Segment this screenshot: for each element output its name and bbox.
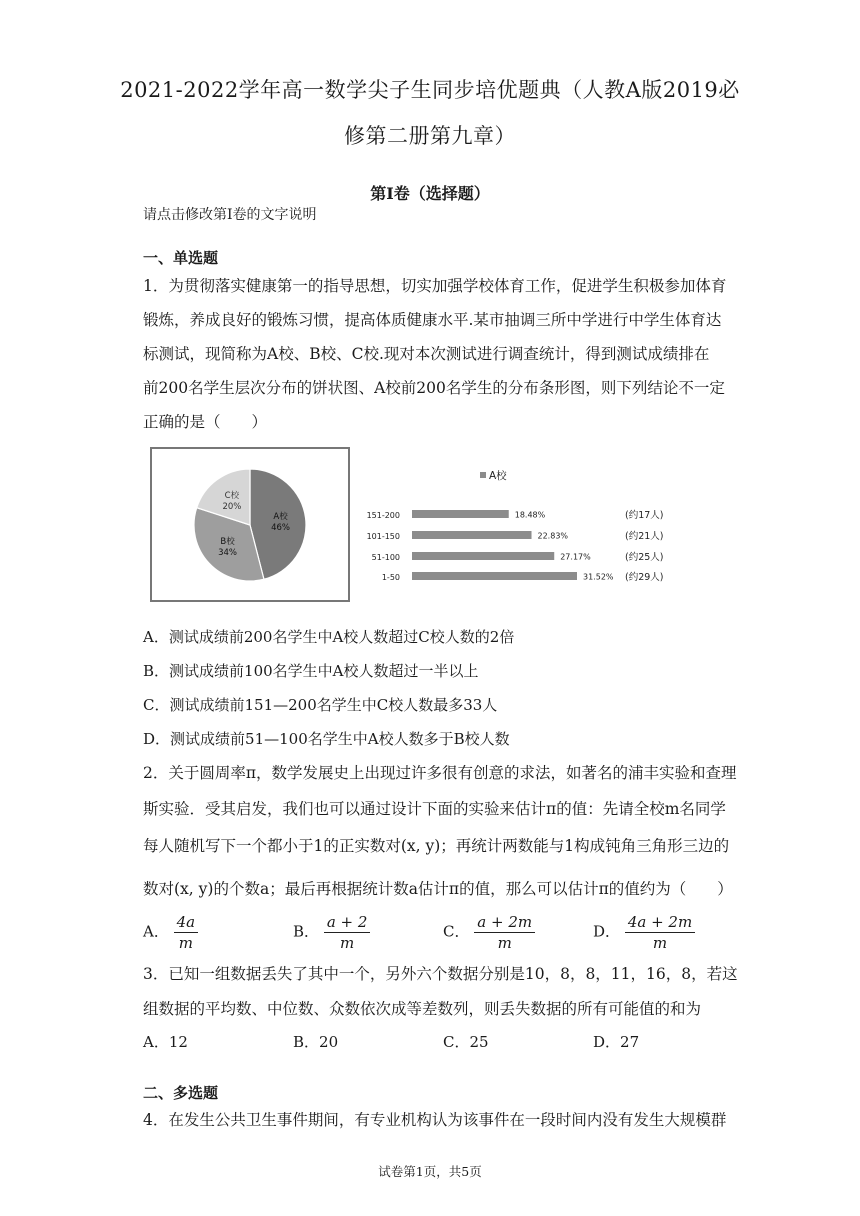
- q2-line-1: 2．关于圆周率π，数学发展史上出现过许多很有创意的求法，如著名的浦丰实验和查理: [143, 764, 737, 782]
- bar-chart: [360, 462, 690, 592]
- q1-option-a[interactable]: A．测试成绩前200名学生中A校人数超过C校人数的2倍: [143, 628, 515, 646]
- q3-option-c[interactable]: C．25: [443, 1033, 489, 1051]
- bar-value-label: 31.52%: [583, 572, 614, 582]
- pie-label: 46%: [271, 523, 291, 534]
- q1-line-1: 1．为贯彻落实健康第一的指导思想，切实加强学校体育工作，促进学生积极参加体育: [143, 277, 727, 295]
- bar-101-150: [412, 531, 532, 539]
- q2-line-2: 斯实验．受其启发，我们也可以通过设计下面的实验来估计π的值：先请全校m名同学: [143, 800, 726, 818]
- section-title: 第I卷（选择题）: [370, 184, 490, 203]
- option-label: C．: [443, 922, 470, 941]
- option-label: B．: [293, 922, 320, 941]
- numerator: a + 2: [324, 912, 371, 933]
- q3-option-d[interactable]: D．27: [593, 1033, 640, 1051]
- option-label: A．: [143, 922, 169, 941]
- bar-category-label: 51-100: [371, 553, 400, 562]
- bar-category-label: 151-200: [366, 511, 400, 520]
- document-title-line1: 2021-2022学年高一数学尖子生同步培优题典（人教A版2019必: [120, 78, 740, 102]
- fraction: [625, 912, 695, 953]
- option-label: D．: [593, 922, 621, 941]
- pie-chart: [152, 449, 348, 600]
- part1-heading: 一、单选题: [143, 249, 219, 267]
- legend-label: A校: [489, 470, 507, 482]
- part2-heading: 二、多选题: [143, 1084, 219, 1102]
- pie-label: 20%: [222, 502, 242, 513]
- q2-option-c[interactable]: [443, 912, 535, 953]
- pie-label: 34%: [218, 548, 238, 559]
- q1-option-c[interactable]: C．测试成绩前151—200名学生中C校人数最多33人: [143, 696, 498, 714]
- bar-value-label: 22.83%: [537, 531, 569, 541]
- numerator: 4a: [174, 912, 199, 933]
- q3-option-b[interactable]: B．20: [293, 1033, 339, 1051]
- section-note: 请点击修改第I卷的文字说明: [143, 207, 317, 223]
- numerator: a + 2m: [474, 912, 535, 933]
- pie-label: B校: [220, 537, 235, 548]
- bar-151-200: [412, 510, 509, 518]
- denominator: m: [339, 934, 355, 952]
- numerator: 4a + 2m: [625, 912, 695, 933]
- q2-line-3: 每人随机写下一个都小于1的正实数对(x, y)；再统计两数能与1构成钝角三角形三边的: [143, 837, 730, 855]
- page-footer: 试卷第1页，共5页: [378, 1164, 482, 1179]
- bar-annotation: (约21人): [625, 531, 664, 542]
- q1-line-5: 正确的是（ ）: [143, 413, 268, 431]
- q3-line-1: 3．已知一组数据丢失了其中一个，另外六个数据分别是10，8，8，11，16，8，若这: [143, 965, 738, 983]
- pie-label: C校: [224, 491, 240, 502]
- q3-option-a[interactable]: A．12: [143, 1033, 188, 1051]
- bar-1-50: [412, 572, 577, 580]
- bar-category-label: 1-50: [381, 573, 400, 582]
- bar-annotation: (约25人): [625, 552, 664, 563]
- q1-line-3: 标测试，现简称为A校、B校、C校.现对本次测试进行调查统计，得到测试成绩排在: [143, 345, 710, 363]
- fraction: [324, 912, 371, 953]
- denominator: m: [178, 934, 193, 952]
- q1-option-d[interactable]: D．测试成绩前51—100名学生中A校人数多于B校人数: [143, 730, 510, 748]
- bar-51-100: [412, 552, 554, 560]
- q4-line-1: 4．在发生公共卫生事件期间，有专业机构认为该事件在一段时间内没有发生大规模群: [143, 1111, 727, 1129]
- pie-label: A校: [273, 512, 288, 523]
- fraction: [174, 912, 199, 953]
- legend-swatch: [480, 472, 486, 478]
- q2-option-a[interactable]: [143, 912, 198, 953]
- bar-category-label: 101-150: [366, 532, 400, 541]
- q1-line-4: 前200名学生层次分布的饼状图、A校前200名学生的分布条形图，则下列结论不一定: [143, 379, 725, 397]
- bar-annotation: (约29人): [625, 572, 664, 583]
- fraction: [474, 912, 535, 953]
- denominator: m: [497, 934, 512, 952]
- bar-value-label: 27.17%: [560, 552, 591, 562]
- q3-line-2: 组数据的平均数、中位数、众数依次成等差数列，则丢失数据的所有可能值的和为: [143, 1000, 702, 1018]
- pie-chart-frame: [150, 447, 350, 602]
- denominator: m: [652, 934, 668, 952]
- bar-annotation: (约17人): [625, 510, 664, 521]
- bar-value-label: 18.48%: [514, 510, 546, 520]
- document-title-line2: 修第二册第九章）: [344, 124, 516, 148]
- q2-line-4: 数对(x, y)的个数a；最后再根据统计数a估计π的值，那么可以估计π的值约为（ ）: [143, 880, 733, 898]
- q1-option-b[interactable]: B．测试成绩前100名学生中A校人数超过一半以上: [143, 662, 479, 680]
- q2-option-d[interactable]: [593, 912, 695, 953]
- q2-option-b[interactable]: [293, 912, 370, 953]
- q1-line-2: 锻炼，养成良好的锻炼习惯，提高体质健康水平.某市抽调三所中学进行中学生体育达: [143, 311, 722, 329]
